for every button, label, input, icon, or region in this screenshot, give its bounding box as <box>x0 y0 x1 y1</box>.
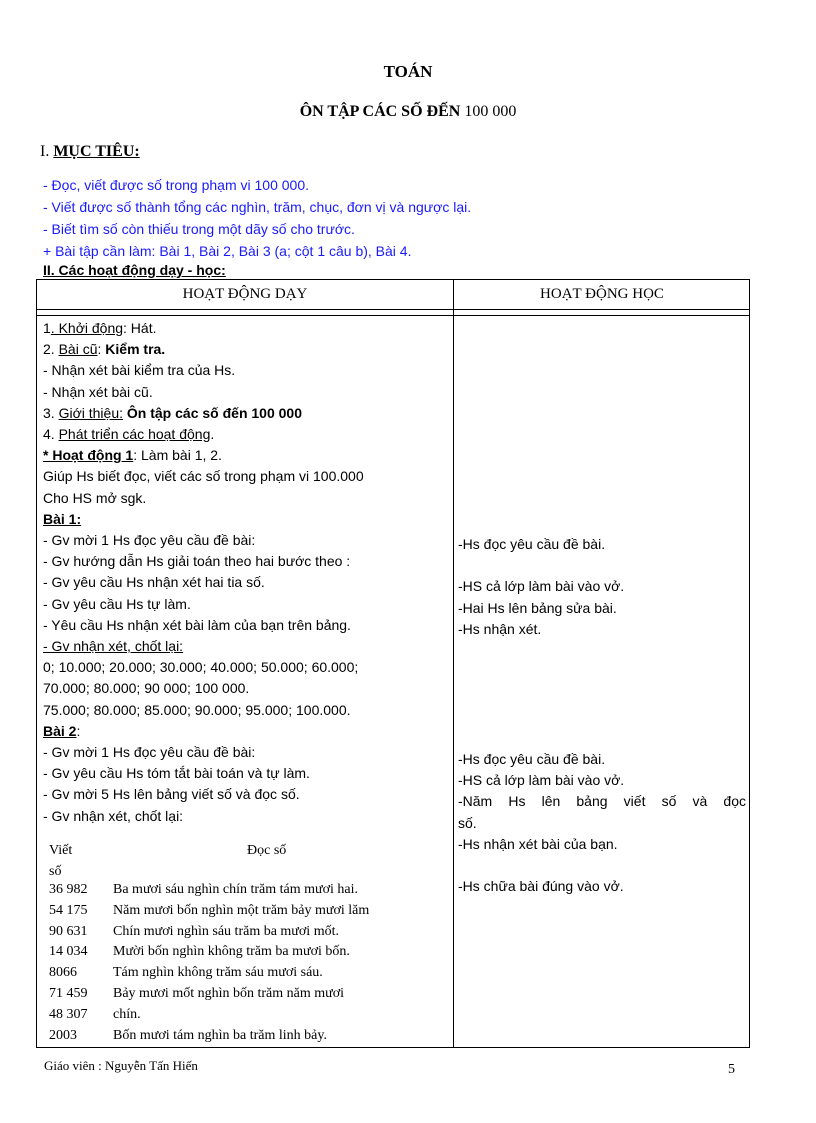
teaching-line: - Gv yêu cầu Hs tự làm. <box>43 595 191 612</box>
section-objectives-label: MỤC TIÊU: <box>53 143 140 160</box>
teaching-line: 0; 10.000; 20.000; 30.000; 40.000; 50.000; 60.000; <box>43 659 359 676</box>
learning-line: -Hs chữa bài đúng vào vở. <box>458 878 624 895</box>
activities-table <box>36 279 750 1048</box>
teaching-line: - Gv hướng dẫn Hs giải toán theo hai bước theo : <box>43 553 351 570</box>
header-learning: HOẠT ĐỘNG HỌC <box>540 286 664 302</box>
learning-line: -Hs nhận xét bài của bạn. <box>458 835 618 852</box>
objectives-list <box>43 174 471 262</box>
header-write-number: Viết số <box>49 843 73 879</box>
teaching-line: - Gv mời 1 Hs đọc yêu cầu đề bài: <box>43 744 256 761</box>
teaching-line: - Gv nhận xét, chốt lại: <box>43 807 184 824</box>
learning-column-exercise-1 <box>458 534 746 640</box>
section-objectives-heading <box>40 143 140 161</box>
lesson-title <box>0 103 816 121</box>
teaching-line: - Nhận xét bài kiểm tra của Hs. <box>43 362 236 379</box>
number-row: 90 631 Chín mươi nghìn sáu trăm ba mươi mốt. <box>49 923 339 939</box>
page-title: TOÁN <box>383 62 433 81</box>
section-objectives-prefix: I. <box>40 143 54 160</box>
learning-line: -Hai Hs lên bảng sửa bài. <box>458 599 617 616</box>
footer-teacher: Giáo viên : Nguyễn Tấn Hiến <box>44 1058 198 1073</box>
step-activities: 4. Phát triển các hoạt động. <box>43 426 215 443</box>
step-review: 2. Bài cũ: Kiểm tra. <box>43 341 166 358</box>
learning-line: -HS cả lớp làm bài vào vở. <box>458 578 625 595</box>
teaching-line: 70.000; 80.000; 90 000; 100 000. <box>43 680 250 697</box>
teaching-line: Cho HS mở sgk. <box>43 489 147 506</box>
number-row: 2003 Bốn mươi tám nghìn ba trăm linh bảy. <box>49 1027 327 1043</box>
exercise-2-heading: Bài 2: <box>43 722 81 739</box>
learning-line: -HS cả lớp làm bài vào vở. <box>458 772 625 789</box>
teaching-line: - Gv yêu cầu Hs nhận xét hai tia số. <box>43 574 265 591</box>
number-reading-table <box>49 840 449 1048</box>
table-header-divider-double <box>37 315 749 316</box>
learning-line: -Năm Hs lên bảng viết số và đọc <box>458 793 746 810</box>
learning-line: -Hs nhận xét. <box>458 620 542 637</box>
teaching-line: - Gv yêu cầu Hs tóm tắt bài toán và tự làm. <box>43 765 310 782</box>
section-activities-label: II. Các hoạt động dạy - học: <box>43 262 226 278</box>
number-row: 36 982 Ba mươi sáu nghìn chín trăm tám mươi hai. <box>49 882 358 897</box>
table-header-divider <box>37 309 749 310</box>
lesson-title-number: 100 000 <box>464 103 517 120</box>
teaching-line: - Gv mời 1 Hs đọc yêu cầu đề bài: <box>43 532 256 549</box>
teaching-line: - Nhận xét bài cũ. <box>43 383 153 400</box>
footer-page-number: 5 <box>728 1062 735 1077</box>
step-introduction: 3. Giới thiệu: Ôn tập các số đến 100 000 <box>43 404 302 421</box>
step-warmup: 1. Khởi động: Hát. <box>43 320 157 336</box>
number-row: 71 459 Bảy mươi mốt nghìn bốn trăm năm mươi <box>49 985 345 1001</box>
teaching-line: - Yêu cầu Hs nhận xét bài làm của bạn trên bảng. <box>43 616 351 633</box>
section-activities-heading <box>43 262 226 278</box>
objective-item: - Viết được số thành tổng các nghìn, trăm, chục, đơn vị và ngược lại. <box>43 199 472 215</box>
number-table-header <box>49 840 449 882</box>
objective-item: - Đọc, viết được số trong phạm vi 100 000. <box>43 177 310 193</box>
learning-line: -Hs đọc yêu cầu đề bài. <box>458 751 606 767</box>
number-row: 48 307 chín. <box>49 1006 141 1022</box>
number-row: 54 175 Năm mươi bốn nghìn một trăm bảy mươi lăm <box>49 902 370 918</box>
learning-column-exercise-2 <box>458 749 746 897</box>
header-teaching: HOẠT ĐỘNG DẠY <box>182 286 308 302</box>
teaching-column <box>43 318 451 827</box>
lesson-title-text: ÔN TẬP CÁC SỐ ĐẾN <box>299 103 465 120</box>
teaching-line: - Gv mời 5 Hs lên bảng viết số và đọc số. <box>43 786 300 803</box>
teaching-line: 75.000; 80.000; 85.000; 90.000; 95.000; 100.000. <box>43 701 351 718</box>
number-row: 8066 Tám nghìn không trăm sáu mươi sáu. <box>49 965 323 981</box>
teaching-line: - Gv nhận xét, chốt lại: <box>43 638 184 655</box>
number-row: 14 034 Mười bốn nghìn không trăm ba mươi bốn. <box>49 944 350 960</box>
objective-item: + Bài tập cần làm: Bài 1, Bài 2, Bài 3 (a; cột 1 câu b), Bài 4. <box>43 243 412 259</box>
teaching-line: Giúp Hs biết đọc, viết các số trong phạm vi 100.000 <box>43 468 364 485</box>
learning-line: -Hs đọc yêu cầu đề bài. <box>458 536 606 552</box>
exercise-1-heading: Bài 1: <box>43 510 82 527</box>
learning-line: số. <box>458 814 477 831</box>
activity-1-heading: * Hoạt động 1: Làm bài 1, 2. <box>43 447 222 464</box>
table-column-divider <box>453 280 454 1047</box>
header-read-number: Đọc số <box>247 843 287 858</box>
objective-item: - Biết tìm số còn thiếu trong một dãy số cho trước. <box>43 221 355 237</box>
